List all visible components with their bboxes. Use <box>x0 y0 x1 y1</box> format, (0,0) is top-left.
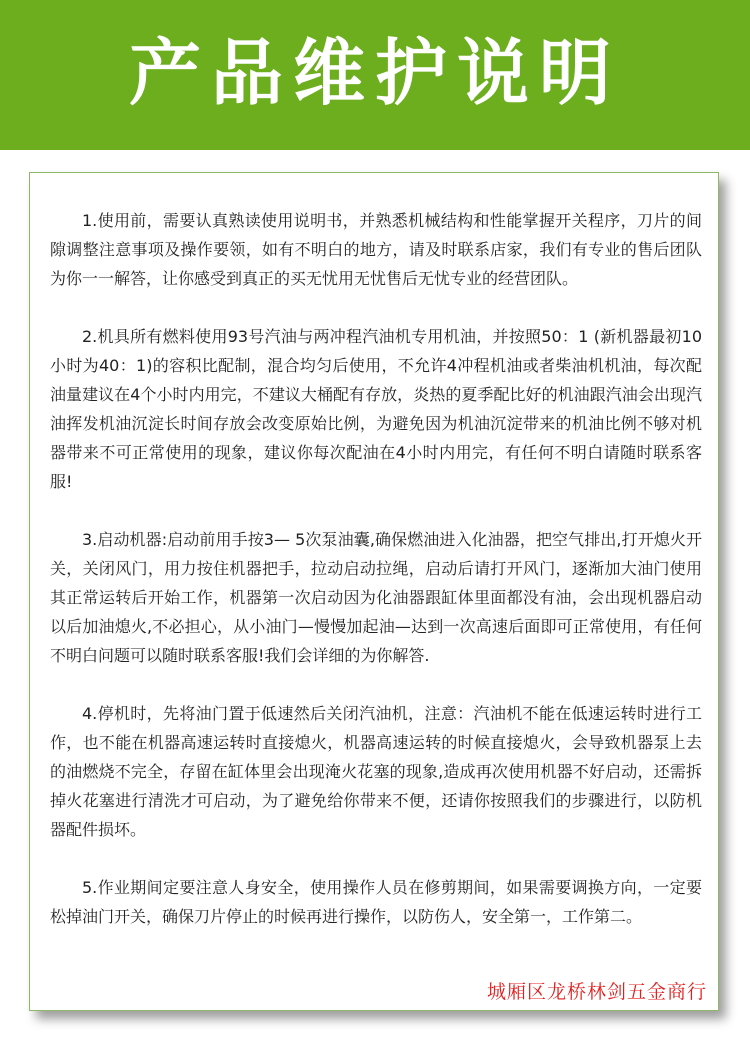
page-title: 产品维护说明 <box>128 31 621 115</box>
instruction-item-stop-machine: 4.停机时，先将油门置于低速然后关闭汽油机，注意：汽油机不能在低速运转时进行工作，也不能在机器高速运转时直接熄火，机器高速运转的时候直接熄火，会导致机器泵上去的油燃烧不完全，存留在缸体里会出现淹火花塞的现象,造成再次使用机器不好启动，还需拆掉火花塞进行清洗才可启动，为了避免给你带来不便，还请你按照我们的步骤进行，以防机器配件损坏。 <box>50 704 702 839</box>
shop-name: 城厢区龙桥林剑五金商行 <box>486 981 707 1003</box>
instruction-item-before-use: 1.使用前，需要认真熟读使用说明书，并熟悉机械结构和性能掌握开关程序，刀片的间隙调整注意事项及操作要领，如有不明白的地方，请及时联系店家，我们有专业的售后团队为你一一解答，让你感受到真正的买无忧用无忧售后无忧专业的经营团队。 <box>50 211 702 288</box>
header-banner <box>0 0 750 150</box>
instruction-item-safety: 5.作业期间定要注意人身安全，使用操作人员在修剪期间，如果需要调换方向，一定要松掉油门开关，确保刀片停止的时候再进行操作，以防伤人，安全第一，工作第二。 <box>50 878 702 926</box>
maintenance-instructions-card <box>29 172 719 1011</box>
instruction-item-start-machine: 3.启动机器:启动前用手按3— 5次泵油囊,确保燃油进入化油器，把空气排出,打开熄火开关，关闭风门，用力按住机器把手，拉动启动拉绳，启动后请打开风门，逐渐加大油门使用其正常运转后开始工作，机器第一次启动因为化油器跟缸体里面都没有油，会出现机器启动以后加油熄火,不必担心，从小油门—慢慢加起油—达到一次高速后面即可正常使用，有任何不明白问题可以随时联系客服!我们会详细的为你解答. <box>50 530 702 665</box>
instruction-list <box>50 206 702 960</box>
instruction-item-fuel: 2.机具所有燃料使用93号汽油与两冲程汽油机专用机油，并按照50：1 (新机器最初10小时为40：1)的容积比配制，混合均匀后使用，不允许4冲程机油或者柴油机机油，每次配油量建议在4个小时内用完，不建议大桶配有存放，炎热的夏季配比好的机油跟汽油会出现汽油挥发机油沉淀长时间存放会改变原始比例，为避免因为机油沉淀带来的机油比例不够对机器带来不可正常使用的现象，建议你每次配油在4小时内用完，有任何不明白请随时联系客服! <box>50 327 702 491</box>
